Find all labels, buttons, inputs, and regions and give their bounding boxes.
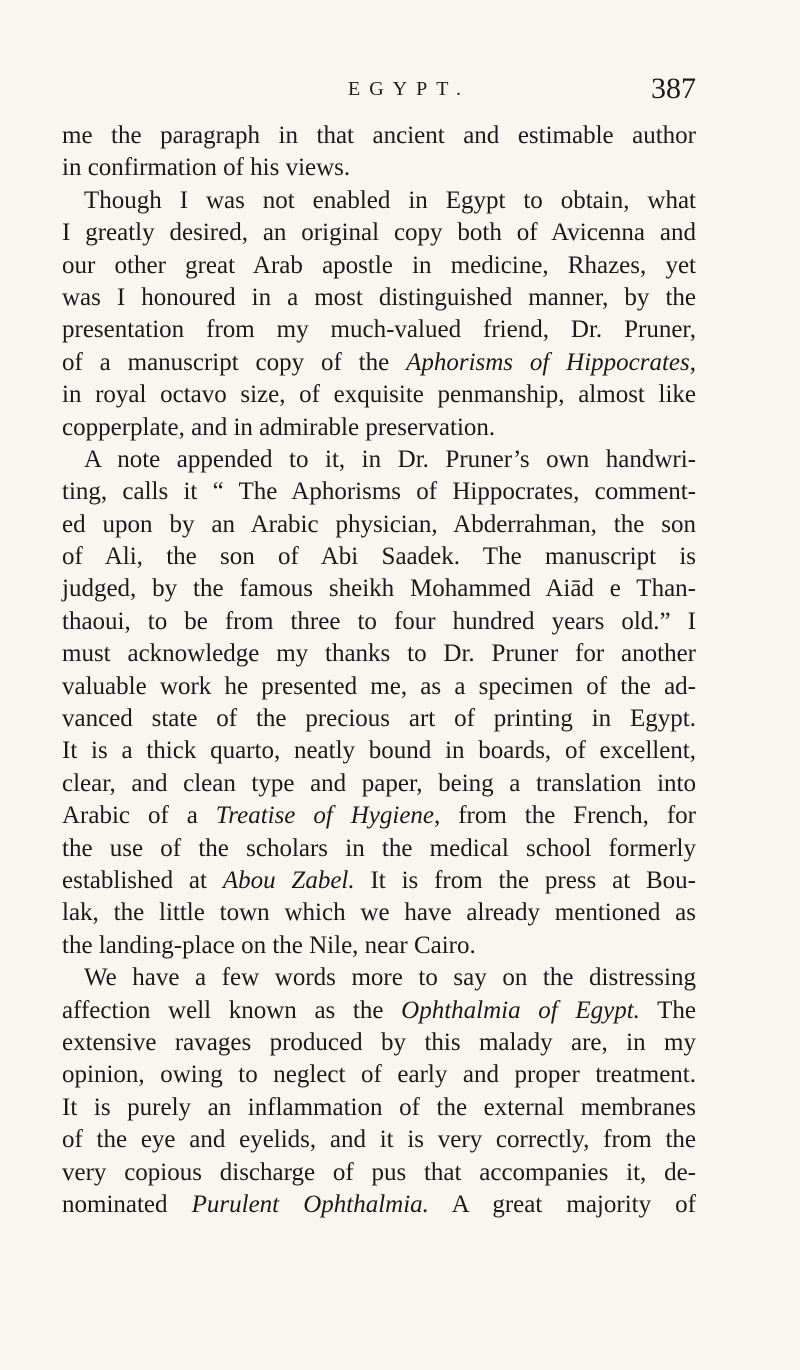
text-line [62,120,696,152]
text-line [62,768,696,800]
text-segment: valuable work he presented me, as a specimen of the ad- [62,672,696,700]
text-line [62,1157,696,1189]
text-segment: Though I was not enabled in Egypt to obtain, what [84,186,696,214]
text-segment: was I honoured in a most distinguished manner, by the [62,283,696,311]
text-segment: very copious discharge of pus that accompanies it, de- [62,1158,696,1186]
text-segment: clear, and clean type and paper, being a translation into [62,769,696,797]
text-segment: A note appended to it, in Dr. Pruner’s own handwri- [84,445,696,473]
text-segment: established at [62,866,223,894]
text-segment: , [689,348,697,376]
text-line [62,1124,696,1156]
text-line [62,1092,696,1124]
italic-text: Abou Zabel. [222,866,355,894]
text-segment: our other great Arab apostle in medicine, Rhazes, yet [62,251,696,279]
text-line [62,1189,696,1221]
text-segment: Arabic of a [62,802,216,830]
text-line [62,509,696,541]
text-line [62,541,696,573]
italic-text: Treatise of Hygiene [215,802,435,830]
text-line [62,185,696,217]
text-line [62,833,696,865]
text-line [62,995,696,1027]
text-line [62,1059,696,1091]
text-segment: the use of the scholars in the medical school formerly [62,834,696,862]
text-segment: I greatly desired, an original copy both of Avicenna and [62,219,696,247]
text-line [62,379,696,411]
italic-text: Ophthalmia of Egypt. [401,996,640,1024]
text-line [62,347,696,379]
italic-text: Aphorisms of Hippocrates [406,348,690,376]
text-segment: ting, calls it “ The Aphorisms of Hippocrates, comment- [62,478,696,506]
text-segment: of the eye and eyelids, and it is very correctly, from the [62,1126,696,1154]
text-line [62,800,696,832]
text-segment: must acknowledge my thanks to Dr. Pruner for another [62,640,696,668]
text-segment: nominated [62,1190,192,1218]
text-segment: extensive ravages produced by this malady are, in my [62,1028,696,1056]
text-line [62,703,696,735]
text-segment: in confirmation of his views. [62,154,351,182]
text-segment: presentation from my much-valued friend, Dr. Pruner, [62,316,696,344]
italic-text: Purulent Ophthalmia. [191,1190,429,1218]
text-line [62,476,696,508]
text-segment: opinion, owing to neglect of early and proper treatment. [62,1061,696,1089]
text-segment: me the paragraph in that ancient and estimable author [62,122,696,149]
text-segment: copperplate, and in admirable preservation. [62,413,496,441]
text-segment: of Ali, the son of Abi Saadek. The manuscript is [62,543,696,571]
text-line [62,152,696,184]
text-segment: It is a thick quarto, neatly bound in boards, of excellent, [62,737,696,765]
text-line [62,282,696,314]
text-segment: A great majority of [428,1190,697,1218]
text-line [62,412,696,444]
text-segment: the landing-place on the Nile, near Cairo. [62,931,476,959]
text-segment: , from the French, for [434,802,696,830]
text-segment: The [639,996,696,1024]
text-line [62,444,696,476]
page-number: 387 [651,72,696,105]
text-segment: of a manuscript copy of the [62,348,407,376]
text-line [62,250,696,282]
text-line [62,1027,696,1059]
text-segment: It is from the press at Bou- [354,866,696,894]
text-line [62,671,696,703]
text-segment: ed upon by an Arabic physician, Abderrahman, the son [62,510,696,538]
text-line [62,962,696,994]
text-segment: affection well known as the [62,996,402,1024]
body-text [62,120,696,1221]
text-line [62,638,696,670]
running-title: EGYPT. [348,78,470,100]
text-segment: thaoui, to be from three to four hundred years old.” I [62,607,696,635]
text-line [62,735,696,767]
text-line [62,314,696,346]
text-segment: vanced state of the precious art of printing in Egypt. [62,705,696,733]
text-segment: lak, the little town which we have already mentioned as [62,899,696,927]
text-segment: judged, by the famous sheikh Mohammed Aiād e Than- [62,575,696,603]
text-segment: It is purely an inflammation of the external membranes [62,1093,696,1121]
text-segment: in royal octavo size, of exquisite penmanship, almost like [62,381,696,409]
text-line [62,865,696,897]
text-line [62,897,696,929]
text-line [62,606,696,638]
text-line [62,930,696,962]
running-head [62,72,696,112]
text-line [62,217,696,249]
text-line [62,573,696,605]
text-segment: We have a few words more to say on the distressing [84,964,696,992]
